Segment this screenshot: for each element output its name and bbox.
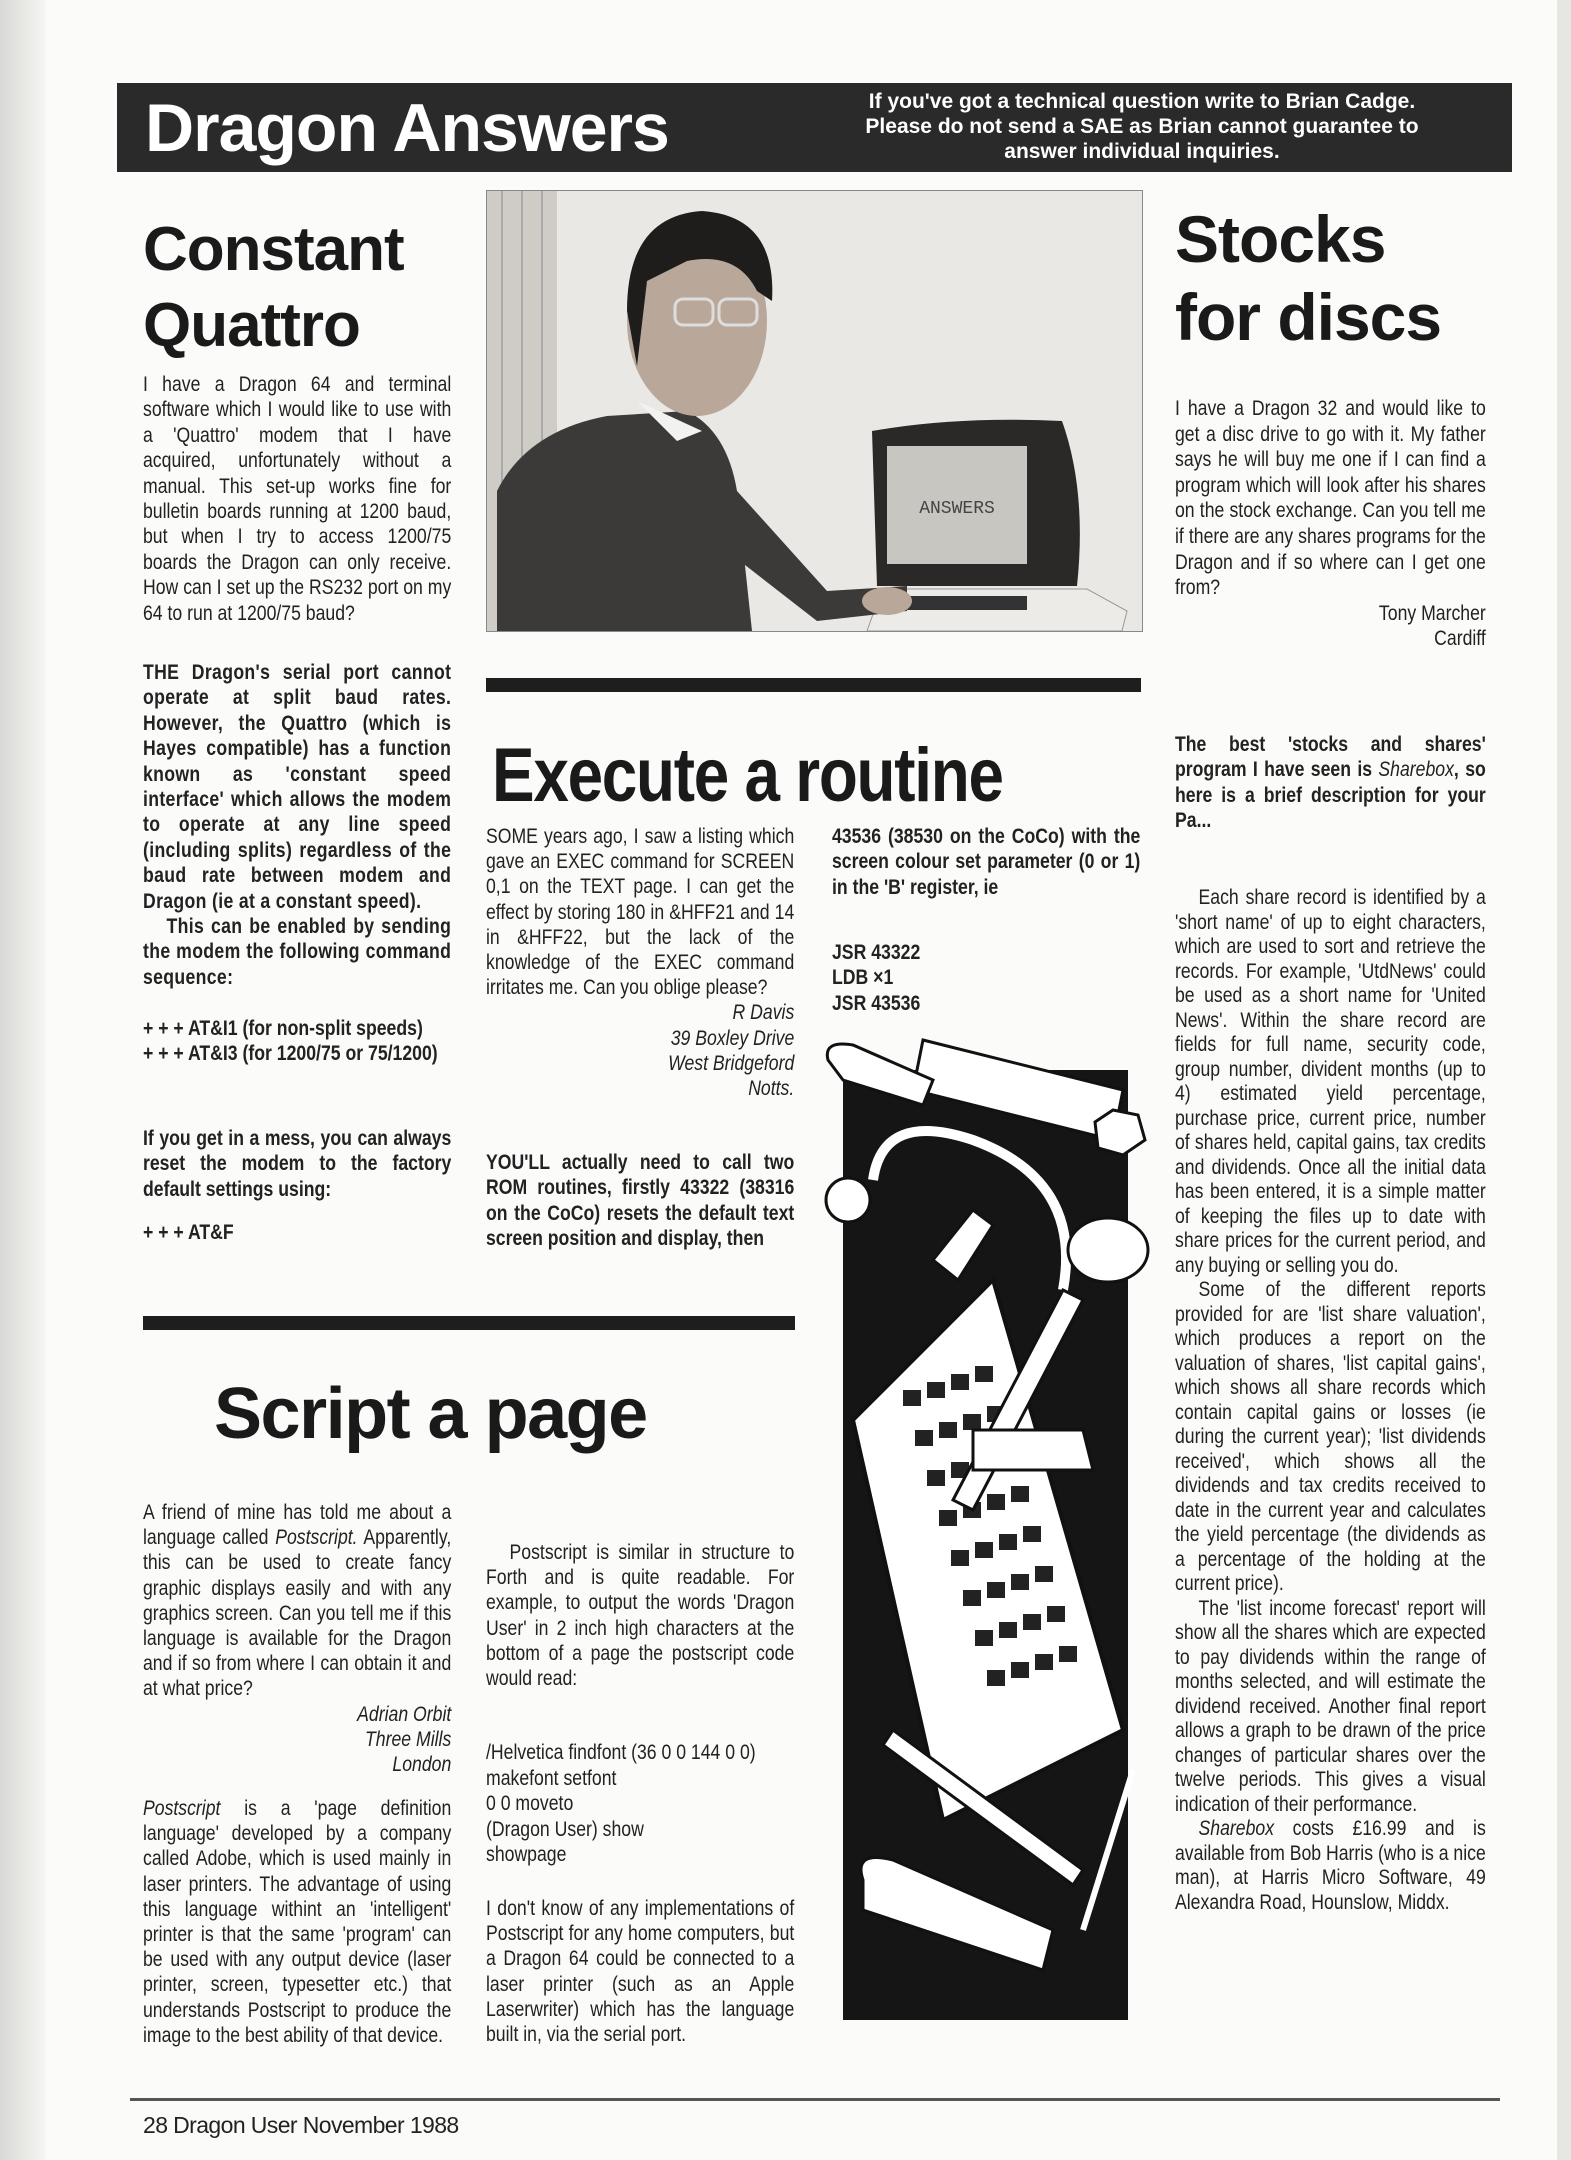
section-divider <box>486 678 1141 692</box>
answer-intro <box>1175 732 1486 834</box>
postscript-code <box>486 1740 794 1868</box>
section-divider <box>143 1316 795 1330</box>
execute-question <box>486 824 794 1101</box>
text: The best 'stocks and shares' program I have seen is <box>1175 733 1486 782</box>
answer-text: Postscript is similar in structure to Forth and is quite readable. For example, to output the words 'Dragon User' in 2 inch high characters at the bottom of a page the postscript code would read: <box>486 1541 795 1691</box>
text: Apparently, this can be used to create fancy graphic displays easily and with any graphics screen. Can you tell me if this language is available for the Dragon and if so from where I can obtain it and at what price? <box>143 1526 452 1701</box>
code-line: 0 0 moveto <box>486 1792 574 1816</box>
quattro-reset <box>143 1126 451 1202</box>
signature-address: Notts. <box>748 1077 795 1101</box>
execute-title: Execute a routine <box>492 733 1003 818</box>
stocks-title-line2: for discs <box>1175 280 1442 354</box>
signature-name: R Davis <box>732 1001 795 1025</box>
tools-illustration <box>823 1030 1158 2035</box>
scan-edge-right <box>1557 0 1571 2160</box>
stocks-answer-body <box>1175 886 1486 1915</box>
code-line: showpage <box>486 1843 567 1867</box>
signature-address: London <box>392 1753 452 1777</box>
quattro-question <box>143 372 451 626</box>
photo-illustration <box>487 191 1142 631</box>
modem-command: + + + AT&F <box>143 1221 234 1244</box>
text: A friend of mine has told me about a language called <box>143 1501 452 1550</box>
section-title: Dragon Answers <box>145 90 669 166</box>
answer-text: The 'list income forecast' report will show all the shares which are expected to pay dividends within the range of months selected, and will estimate the dividend received. Another final report allows a graph to be drawn of the price changes of particular shares over the twelve periods. This gives a visual indication of their performance. <box>1175 1596 1486 1816</box>
code-line: makefont setfont <box>486 1766 617 1790</box>
stocks-answer-intro <box>1175 732 1486 834</box>
text: costs £16.99 and is available from Bob Harris (who is a nice man), at Harris Micro Software, 49 Alexandra Road, Hounslow, Middx. <box>1175 1817 1486 1914</box>
execute-code <box>832 940 1140 1016</box>
quattro-commands <box>143 1016 451 1067</box>
code-line: JSR 43536 <box>832 991 921 1015</box>
stocks-title-line1: Stocks <box>1175 202 1386 276</box>
execute-answer <box>486 1150 794 1252</box>
question-text: I have a Dragon 64 and terminal software which I would like to use with a 'Quattro' modem that I have acquired, unfortunately without a manual. This set-up works fine for bulletin boards running at 1200 baud, but when I try to access 1200/75 boards the Dragon can only receive. How can I set up the RS232 port on my 64 to run at 1200/75 baud? <box>143 373 452 625</box>
script-answer-end <box>486 1896 794 2047</box>
tools-keyboard-drawing <box>823 1030 1158 2035</box>
section-header <box>117 83 1512 172</box>
script-answer-cont <box>486 1540 794 1691</box>
script-title: Script a page <box>214 1374 647 1454</box>
answer-text: If you get in a mess, you can always reset the modem to the factory default settings using: <box>143 1127 452 1201</box>
answer-text <box>1175 1817 1486 1915</box>
modem-command: + + + AT&I3 (for 1200/75 or 75/1200) <box>143 1042 438 1066</box>
photo-man-with-computer <box>486 190 1143 632</box>
question-text: SOME years ago, I saw a listing which gave an EXEC command for SCREEN 0,1 on the TEXT page. I can get the effect by storing 180 in &HFF21 and 14 in &HFF22, but the lack of the knowledge of the EXEC command irritates me. Can you oblige please? <box>486 825 795 1000</box>
stocks-question <box>1175 396 1486 652</box>
answer-text: YOU'LL actually need to call two ROM routines, firstly 43322 (38316 on the CoCo) resets the default text screen position and display, then <box>486 1151 795 1251</box>
signature-name: Adrian Orbit <box>357 1702 452 1726</box>
modem-command: + + + AT&I1 (for non-split speeds) <box>143 1017 423 1040</box>
answer-text <box>143 1796 451 2048</box>
answer-text: Each share record is identified by a 'short name' of up to eight characters, which are used to sort and retrieve the records. For example, 'UtdNews' could be used as a short name for 'United News'. Within the share record are fields for full name, security code, group number, divident months (up to 4) estimated yield percentage, purchase price, current price, number of shares held, capital gains, tax credits and dividends. Once all the initial data has been entered, it is a simple matter of keeping the files up to date with share prices for the current period, and any buying or selling you do. <box>1175 886 1486 1277</box>
answer-text: I don't know of any implementations of Postscript for any home computers, but a Dragon 64 could be connected to a laser printer (such as an Apple Laserwriter) which has the language built in, via the serial port. <box>486 1897 795 2047</box>
execute-answer-cont <box>832 824 1140 900</box>
signature-address: Three Mills <box>365 1727 452 1751</box>
product-name: Sharebox <box>1378 758 1454 782</box>
quattro-title <box>143 212 404 364</box>
answer-text: This can be enabled by sending the modem the following command sequence: <box>143 915 452 989</box>
footer-rule <box>130 2098 1500 2101</box>
signature-address: 39 Boxley Drive <box>670 1026 795 1050</box>
product-name: Sharebox <box>1198 1817 1275 1840</box>
scan-edge-shadow <box>0 0 46 2160</box>
text: is a 'page definition language' developed by a company called Adobe, which is used mainly in laser printers. The advantage of using this language withint an 'intelligent' printer is that the same 'program' can be used with any output device (laser printer, screen, typesetter etc.) that understands Postscript to produce the image to the best ability of that device. <box>143 1797 452 2047</box>
signature-place: Cardiff <box>1434 627 1486 651</box>
screen-text: ANSWERS <box>919 499 995 519</box>
answer-text: THE Dragon's serial port cannot operate at split baud rates. However, the Quattro (which is Hayes compatible) has a function known as 'constant speed interface' which allows the modem to operate at any line speed (including splits) regardless of the baud rate between modem and Dragon (ie at a constant speed). <box>143 661 452 913</box>
quattro-answer <box>143 660 451 990</box>
page-footer: 28 Dragon User November 1988 <box>143 2112 459 2138</box>
header-note: If you've got a technical question write to Brian Cadge. Please do not send a SAE as Brian cannot guarantee to answer individual inquiries. <box>865 90 1419 163</box>
question-text <box>143 1500 451 1702</box>
stocks-title <box>1175 200 1441 356</box>
code-line: LDB ×1 <box>832 966 894 990</box>
language-name: Postscript. <box>275 1526 358 1550</box>
code-line: (Dragon User) show <box>486 1817 644 1841</box>
answer-text: Some of the different reports provided for are 'list share valuation', which produces a report on the valuation of shares, 'list capital gains', which shows all share records which contain capital gains or losses (ie during the current year); 'list dividends received', which shows all the dividends and tax credits received to date in the current year and calculates the yield percentage (the dividends as a percentage of the holding at the current price). <box>1175 1278 1486 1595</box>
signature-name: Tony Marcher <box>1378 601 1486 625</box>
script-question <box>143 1500 451 1777</box>
code-line: /Helvetica findfont (36 0 0 144 0 0) <box>486 1741 756 1764</box>
question-text: I have a Dragon 32 and would like to get a disc drive to go with it. My father says he will buy me one if I can find a program which will look after his shares on the stock exchange. Can you tell me if there are any shares programs for the Dragon and if so where can I get one from? <box>1175 397 1486 600</box>
script-answer <box>143 1796 451 2048</box>
quattro-reset-command <box>143 1220 451 1245</box>
code-line: JSR 43322 <box>832 941 921 964</box>
quattro-title-line2: Quattro <box>143 291 360 360</box>
text: , so here is a brief description for your Pa... <box>1175 758 1486 833</box>
signature-address: West Bridgeford <box>668 1051 795 1075</box>
answer-text: 43536 (38530 on the CoCo) with the screen colour set parameter (0 or 1) in the 'B' register, ie <box>832 825 1141 899</box>
quattro-title-line1: Constant <box>143 215 404 284</box>
language-name: Postscript <box>143 1797 221 1820</box>
